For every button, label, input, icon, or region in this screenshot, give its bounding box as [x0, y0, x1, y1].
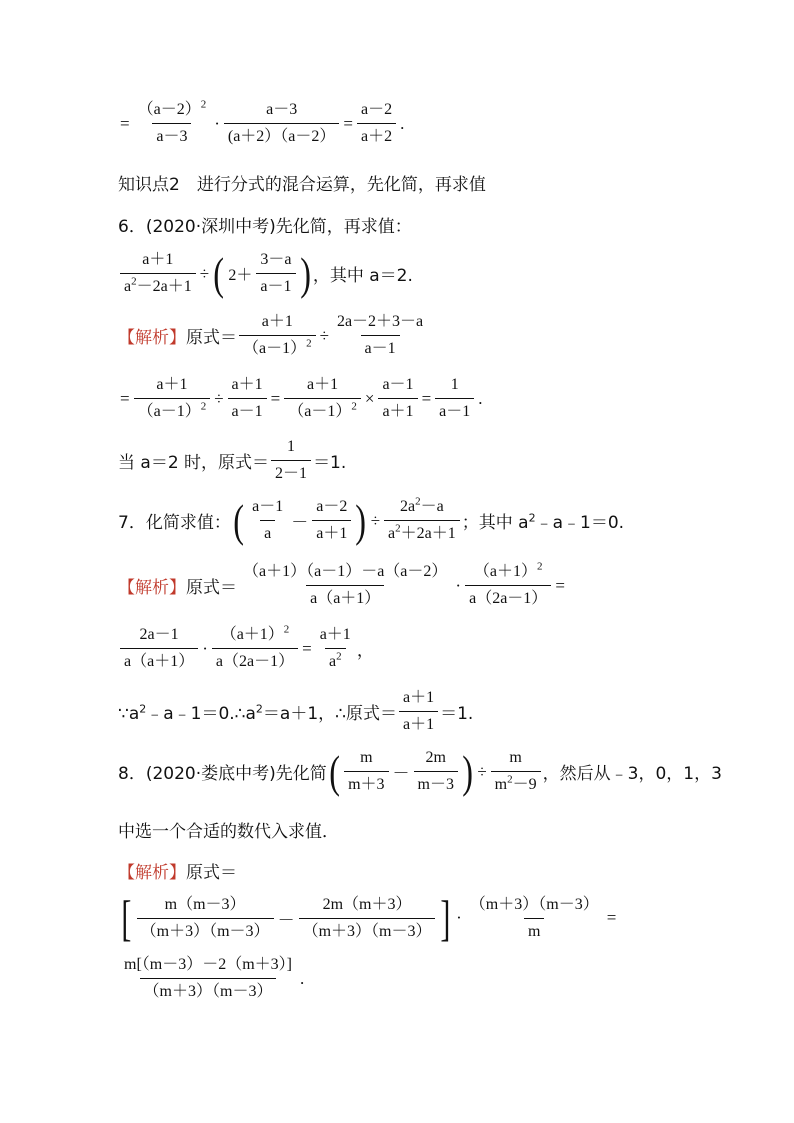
question-6-expression: $\frac{a+1}{a^2-2a+1}$ ÷ ( 2＋ $\frac{3-a}{a-1}$ ) ，其中 a＝2. — [118, 250, 734, 297]
fraction: $\frac{a-3}{(a+2)(a-2)}$ — [224, 100, 340, 147]
solution-7-line-1: 【解析】 原式＝ $\frac{(a+1)(a-1)-a(a-2)}{a(a+1)}$ · $\frac{(a+1)^2}{a(2a-1)}$ = — [118, 560, 565, 607]
analysis-tag: 【解析】 — [118, 863, 186, 883]
solution-8-line-2: [ $\frac{m(m-3)}{(m+3)(m-3)}$ － $\frac{2m(m+3)}{(m+3)(m-3)}$ ] · $\frac{(m+3)(m-3)}{m}$ = — [121, 890, 617, 946]
solution-6-line-2: = $\frac{a+1}{(a-1)^2}$ ÷ $\frac{a+1}{a-1}$ = $\frac{a+1}{(a-1)^2}$ × $\frac{a-1}{a+1}$ = $\frac{1}{a-1}$ . — [120, 376, 483, 420]
solution-6-line-3: 当 a＝2 时，原式＝ $\frac{1}{2-1}$ ＝1. — [118, 438, 347, 482]
solution-7-line-2: $\frac{2a-1}{a(a+1)}$ · $\frac{(a+1)^2}{a(2a-1)}$ = $\frac{a+1}{a^2}$ ， — [118, 625, 734, 672]
question-7: 7．化简求值： ( $\frac{a-1}{a}$ － $\frac{a-2}{a+1}$ ) ÷ $\frac{2a^2-a}{a^2+2a+1}$ ；其中 $a^2﹣a﹣1=0$. — [118, 494, 625, 546]
solution-8-line-1: 【解析】 原式＝ — [118, 858, 734, 883]
question-6: 6．(2020·深圳中考)先化简，再求值： — [118, 217, 412, 237]
continued-solution-line: = $\frac{(a-2)^2}{a-3}$ · $\frac{a-3}{(a+2)(a-2)}$ = $\frac{a-2}{a+2}$ . — [120, 98, 405, 145]
fraction: $\frac{(a-2)^2}{a-3}$ — [137, 98, 207, 145]
solution-7-line-3: $\because a^2﹣a﹣1=0.\therefore a^2=a+1$，∴原式＝ $\frac{a+1}{a+1}$ ＝1. — [118, 689, 474, 733]
fraction: $\frac{a+1}{(a-1)^2}$ — [239, 312, 316, 359]
fraction: $\frac{a+1}{a^2-2a+1}$ — [120, 250, 196, 297]
analysis-tag: 【解析】 — [118, 328, 186, 348]
question-8-continued: 中选一个合适的数代入求值． — [118, 822, 339, 842]
fraction: $\frac{a-2}{a+2}$ — [357, 100, 396, 147]
fraction: $\frac{2a-2+3-a}{a-1}$ — [336, 313, 424, 357]
fraction: $\frac{3-a}{a-1}$ — [256, 250, 295, 297]
section-heading: 知识点2 进行分式的混合运算，先化简，再求值 — [118, 175, 486, 195]
question-8: 8．(2020·娄底中考)先化简 ( $\frac{m}{m+3}$ － $\frac{2m}{m-3}$ ) ÷ $\frac{m}{m^2-9}$ ，然后从﹣3，0，1，3 — [118, 745, 722, 797]
solution-8-line-3: $\frac{m[(m-3)-2(m+3)]}{(m+3)(m-3)}$ . — [124, 956, 305, 1000]
solution-6-line-1: 【解析】 原式＝ $\frac{a+1}{(a-1)^2}$ ÷ $\frac{2a-2+3-a}{a-1}$ — [118, 312, 734, 359]
analysis-tag: 【解析】 — [118, 578, 186, 598]
